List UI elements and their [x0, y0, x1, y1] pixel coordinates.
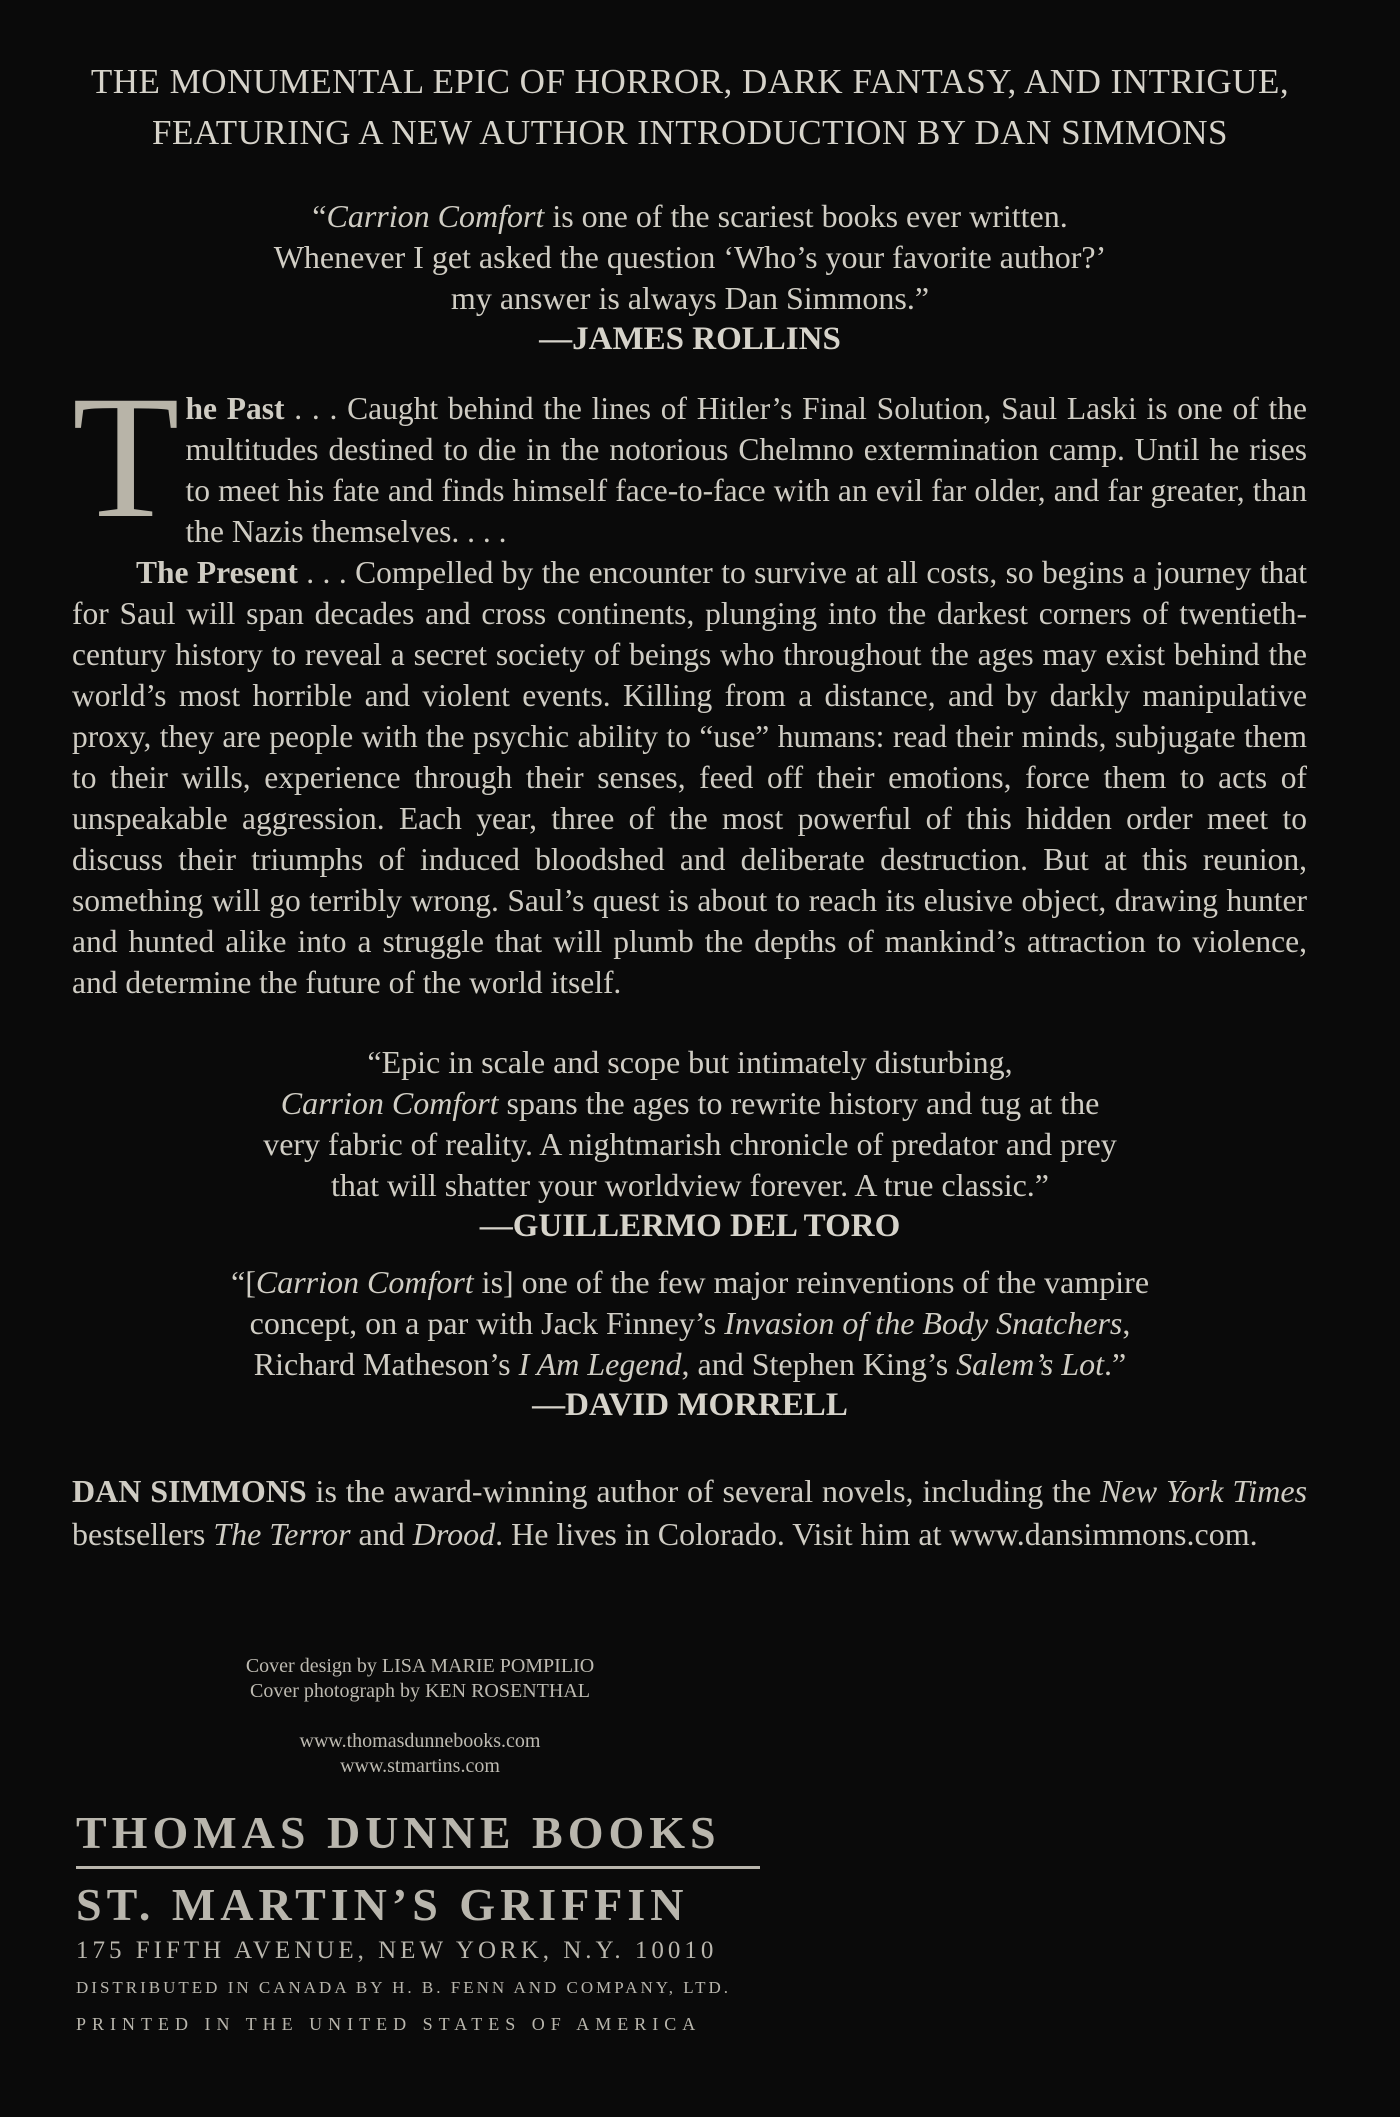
cover-credits [190, 1654, 650, 1704]
present-text: . . . Compelled by the encounter to survive at all costs, so begins a journey that for Saul will span decades and cross continents, plunging into the darkest corners of twentieth-century history to reveal a secret society of beings who throughout the ages may exist behind the world’s most horrible and violent events. Killing from a distance, and by darkly manipulative proxy, they are people with the psychic ability to “use” humans: read their minds, subjugate them to their wills, experience through their senses, feed off their emotions, force them to acts of unspeakable aggression. Each year, three of the most powerful of this hidden order meet to discuss their triumphs of induced bloodshed and deliberate destruction. But at this reunion, something will go terribly wrong. Saul’s quest is about to reach its elusive object, drawing hunter and hunted alike into a struggle that will plumb the depths of mankind’s attraction to violence, and determine the future of the world itself. [72, 555, 1307, 1000]
present-label: The Present [136, 555, 298, 590]
past-label: he Past [185, 391, 285, 426]
blurb-line: concept, on a par with Jack Finney’s Invasion of the Body Snatchers, [249, 1305, 1131, 1341]
blurb-line: Carrion Comfort spans the ages to rewrite history and tug at the [280, 1085, 1100, 1121]
blurb-line: “Epic in scale and scope but intimately disturbing, [367, 1044, 1013, 1080]
publisher-urls [190, 1729, 650, 1779]
blurb-line: Whenever I get asked the question ‘Who’s your favorite author?’ [273, 239, 1107, 275]
synopsis-past [72, 360, 1307, 555]
url-stmartins: www.stmartins.com [340, 1755, 500, 1777]
cover-photo-credit: Cover photograph by KEN ROSENTHAL [250, 1680, 590, 1702]
blurb-line: Richard Matheson’s I Am Legend, and Stephen King’s Salem’s Lot.” [253, 1346, 1127, 1382]
book-title: The Terror [213, 1516, 351, 1552]
author-name: DAN SIMMONS [72, 1473, 307, 1509]
blurb-attribution: —DAVID MORRELL [532, 1387, 848, 1423]
book-title: Drood [412, 1516, 496, 1552]
blurb-attribution: —GUILLERMO DEL TORO [479, 1208, 901, 1244]
blurb-line: very fabric of reality. A nightmarish chronicle of predator and prey [263, 1126, 1117, 1162]
book-title: I Am Legend [518, 1346, 682, 1382]
imprint-thomas-dunne: THOMAS DUNNE BOOKS [76, 1807, 721, 1858]
headline-line: FEATURING A NEW AUTHOR INTRODUCTION BY DAN SIMMONS [151, 113, 1228, 152]
headline-line: THE MONUMENTAL EPIC OF HORROR, DARK FANTASY, AND INTRIGUE, [90, 62, 1290, 101]
author-bio: DAN SIMMONS is the award-winning author of several novels, including the New York Times bestsellers The Terror and Drood. He lives in Colorado. Visit him at www.dansimmons.com. [72, 1473, 1308, 1552]
blurb-james-rollins [90, 196, 1290, 360]
book-title: Salem’s Lot [956, 1346, 1105, 1382]
blurb-guillermo-del-toro [90, 1042, 1290, 1247]
publisher-block [76, 1806, 760, 2041]
book-title: Invasion of the Body Snatchers [724, 1305, 1123, 1341]
synopsis-present [72, 552, 1307, 1003]
headline [70, 56, 1310, 158]
past-text: . . . Caught behind the lines of Hitler’s Final Solution, Saul Laski is one of the multitudes destined to die in the notorious Chelmno extermination camp. Until he rises to meet his fate and finds himself face-to-face with an evil far older, and far greater, than the Nazis themselves. . . . [185, 391, 1307, 549]
url-thomasdunne: www.thomasdunnebooks.com [299, 1730, 541, 1752]
blurb-david-morrell [90, 1262, 1290, 1426]
divider [76, 1866, 760, 1869]
printed-in-notice: PRINTED IN THE UNITED STATES OF AMERICA [76, 2014, 702, 2034]
newspaper-title: New York Times [1100, 1473, 1308, 1509]
imprint-st-martins: ST. MARTIN’S GRIFFIN [76, 1879, 689, 1930]
distribution-notice: DISTRIBUTED IN CANADA BY H. B. FENN AND COMPANY, LTD. [76, 1978, 732, 1997]
cover-design-credit: Cover design by LISA MARIE POMPILIO [245, 1655, 595, 1677]
synopsis [72, 360, 1307, 1003]
blurb-line: “Carrion Comfort is one of the scariest books ever written. [312, 198, 1068, 234]
drop-cap: T [72, 360, 180, 555]
book-title: Carrion Comfort [280, 1085, 499, 1121]
book-title: Carrion Comfort [255, 1264, 474, 1300]
blurb-line: “[Carrion Comfort is] one of the few major reinventions of the vampire [230, 1264, 1150, 1300]
publisher-address: 175 FIFTH AVENUE, NEW YORK, N.Y. 10010 [76, 1937, 718, 1964]
blurb-attribution: —JAMES ROLLINS [539, 321, 841, 357]
blurb-line: that will shatter your worldview forever. A true classic.” [330, 1167, 1049, 1203]
book-title: Carrion Comfort [326, 198, 545, 234]
blurb-line: my answer is always Dan Simmons.” [450, 280, 930, 316]
